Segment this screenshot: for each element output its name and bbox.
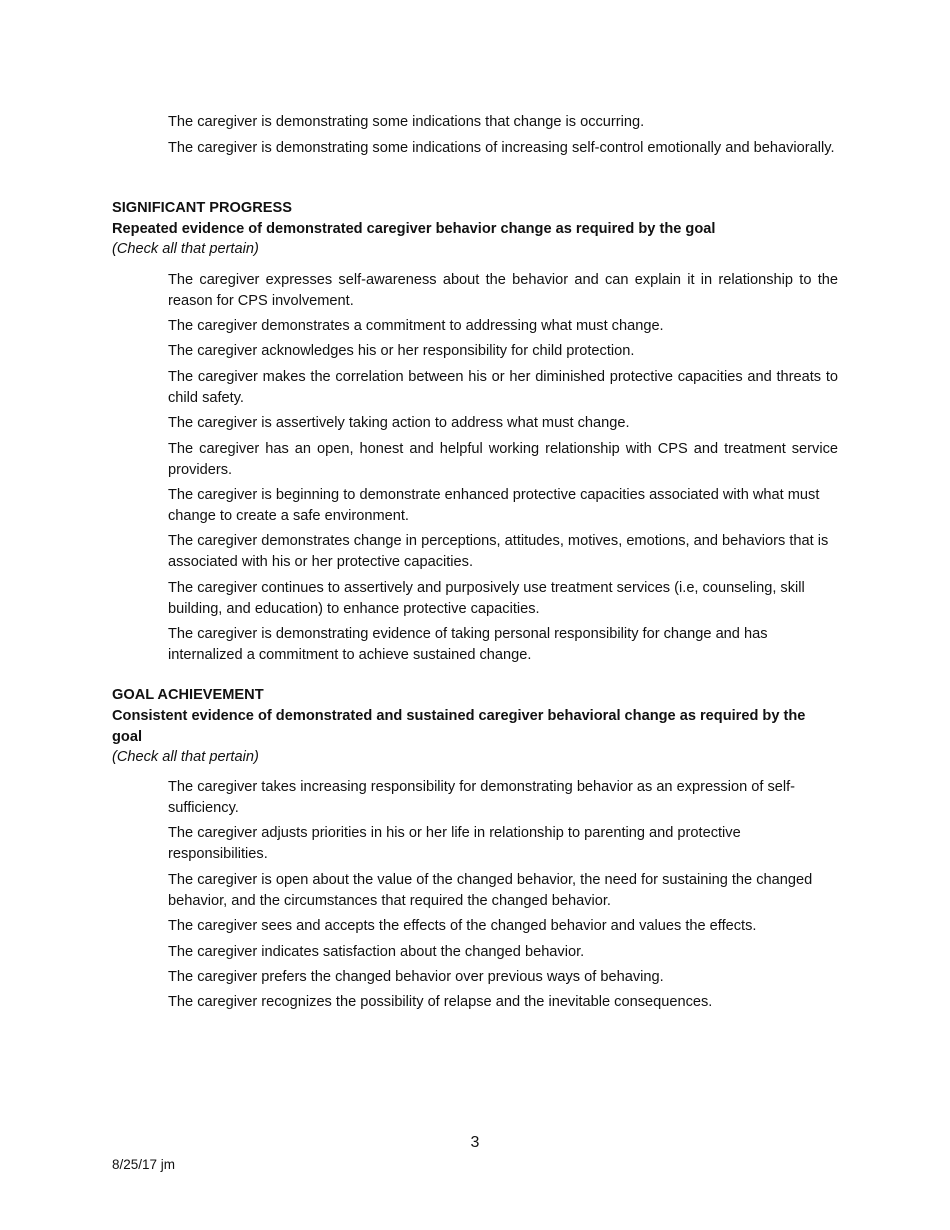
significant-progress-heading: SIGNIFICANT PROGRESS: [112, 200, 293, 216]
checklist-item: The caregiver adjusts priorities in his or her life in relationship to parenting and protective responsibilities.: [168, 825, 741, 862]
page-number: 3: [470, 1134, 480, 1151]
significant-progress-subheading: Repeated evidence of demonstrated caregiver behavior change as required by the goal: [112, 221, 716, 237]
top-item: The caregiver is demonstrating some indications of increasing self-control emotionally and behaviorally.: [168, 140, 835, 156]
goal-achievement-instruction: (Check all that pertain): [112, 749, 259, 765]
checklist-item: The caregiver makes the correlation between his or her diminished protective capacities and threats to child safety.: [168, 369, 838, 406]
checklist-item: The caregiver is assertively taking action to address what must change.: [168, 415, 630, 431]
checklist-item: The caregiver continues to assertively and purposively use treatment services (i.e, counseling, skill building, and education) to enhance protective capacities.: [168, 580, 805, 617]
checklist-item: The caregiver indicates satisfaction about the changed behavior.: [168, 944, 585, 960]
checklist-item: The caregiver is open about the value of the changed behavior, the need for sustaining the changed behavior, and the circumstances that required the changed behavior.: [168, 872, 813, 909]
significant-progress-instruction: (Check all that pertain): [112, 241, 259, 257]
checklist-item: The caregiver recognizes the possibility of relapse and the inevitable consequences.: [168, 994, 713, 1010]
checklist-item: The caregiver is beginning to demonstrate enhanced protective capacities associated with what must change to create a safe environment.: [168, 487, 820, 524]
goal-achievement-subheading: Consistent evidence of demonstrated and sustained caregiver behavioral change as required by the goal: [112, 708, 806, 745]
checklist-item: The caregiver expresses self-awareness about the behavior and can explain it in relationship to the reason for CPS involvement.: [168, 272, 838, 309]
checklist-item: The caregiver is demonstrating evidence of taking personal responsibility for change and has internalized a commitment to achieve sustained change.: [168, 626, 768, 663]
checklist-item: The caregiver prefers the changed behavior over previous ways of behaving.: [168, 969, 664, 985]
checklist-item: The caregiver demonstrates change in perceptions, attitudes, motives, emotions, and behaviors that is associated with his or her protective capacities.: [168, 533, 829, 570]
footer-note: 8/25/17 jm: [112, 1157, 176, 1172]
checklist-item: The caregiver demonstrates a commitment to addressing what must change.: [168, 318, 664, 334]
checklist-item: The caregiver takes increasing responsibility for demonstrating behavior as an expression of self-sufficiency.: [168, 779, 796, 816]
checklist-item: The caregiver has an open, honest and helpful working relationship with CPS and treatment service providers.: [168, 441, 838, 478]
goal-achievement-heading: GOAL ACHIEVEMENT: [112, 687, 264, 703]
checklist-item: The caregiver sees and accepts the effects of the changed behavior and values the effects.: [168, 918, 757, 934]
top-item: The caregiver is demonstrating some indications that change is occurring.: [168, 114, 645, 130]
checklist-item: The caregiver acknowledges his or her responsibility for child protection.: [168, 343, 635, 359]
